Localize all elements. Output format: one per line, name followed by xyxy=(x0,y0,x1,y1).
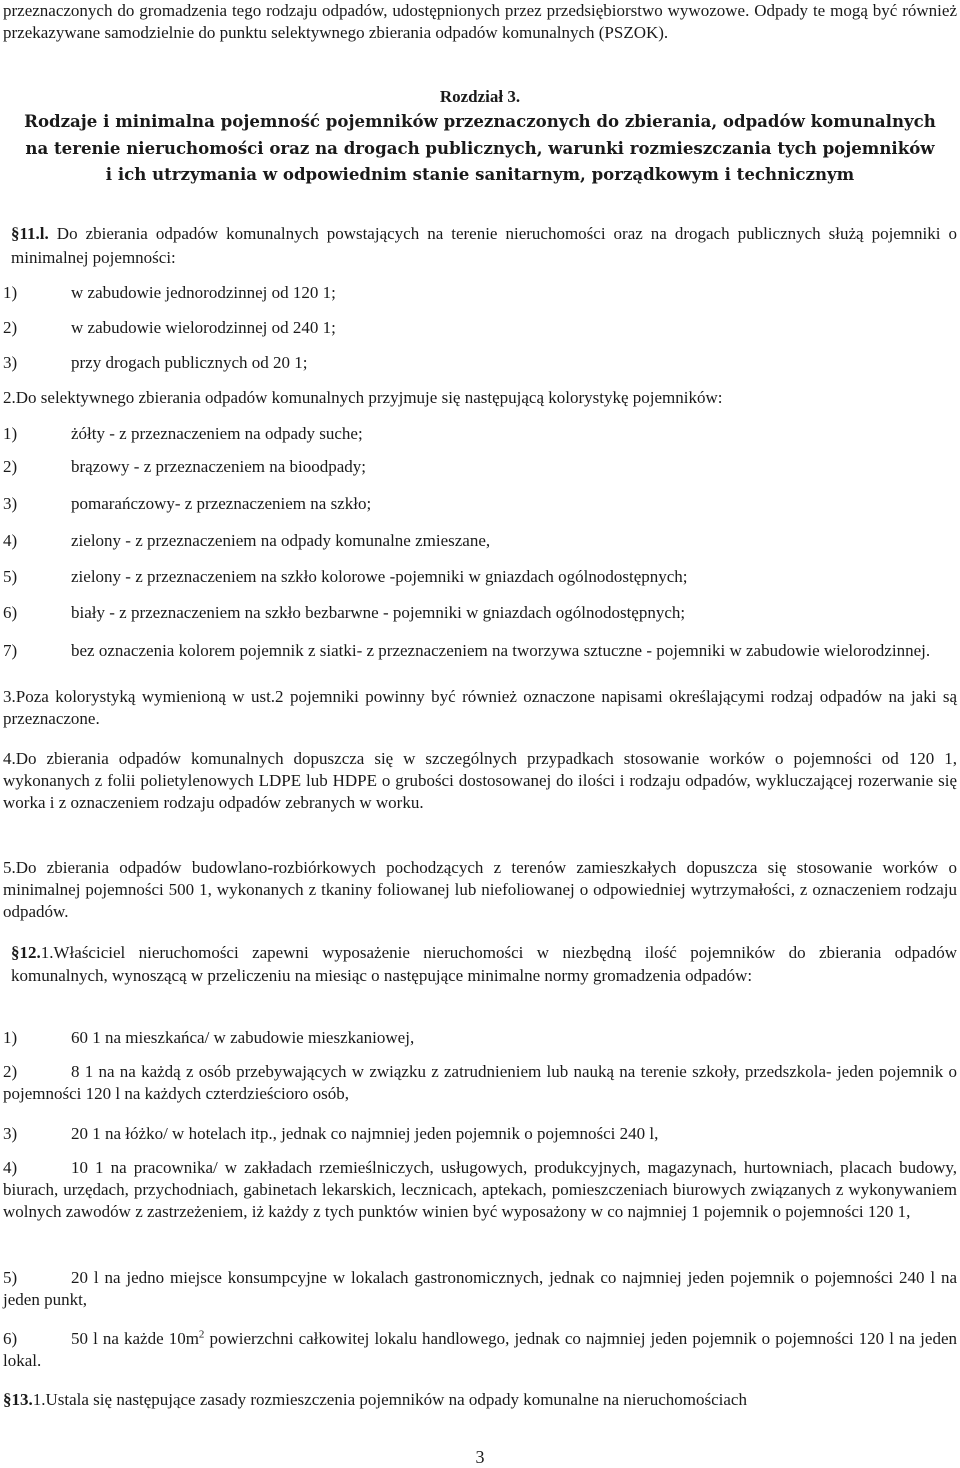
list-item: 5) 20 l na jedno miejsce konsumpcyjne w lokalach gastronomicznych, jednak co najmniej jeden pojemnik o pojemności 240 l na jeden punkt, xyxy=(3,1268,957,1309)
list-item: 2) w zabudowie wielorodzinnej od 240 1; xyxy=(3,318,336,337)
section-text: 1.Właściciel nieruchomości zapewni wyposażenie nieruchomości w niezbędną ilość pojemników do zbierania odpadów komunalnych, wynoszącą w przeliczeniu na miesiąc o następujące minimalne normy gromadzenia odpadów: xyxy=(11,943,957,985)
list-item: 5) zielony - z przeznaczeniem na szkło kolorowe -pojemniki w gniazdach ogólnodostępnych; xyxy=(3,567,688,586)
intro-line: przeznaczonych do gromadzenia tego rodzaju odpadów, udostępnionych przez przedsiębiorstwo wywozowe. xyxy=(3,1,750,20)
section-12-intro xyxy=(11,941,957,987)
list-item: 3) 20 1 na łóżko/ w hotelach itp., jednak co najmniej jeden pojemnik o pojemności 240 l, xyxy=(3,1124,659,1143)
chapter-subtitle-line: na terenie nieruchomości oraz na drogach publicznych, warunki rozmieszczania tych pojemników xyxy=(25,137,935,158)
paragraph: 4.Do zbierania odpadów komunalnych dopuszcza się w szczególnych przypadkach stosowanie worków o pojemności od 120 1, wykonanych z folii polietylenowych LDPE lub HDPE o grubości dostosowanej do ilości i rodzaju odpadów, wykluczającej rozerwanie się worka i z oznaczeniem rodzaju odpadów zebranych w worku. xyxy=(3,749,957,812)
list-item: 2) brązowy - z przeznaczeniem na bioodpady; xyxy=(3,457,366,476)
list-item: 4) zielony - z przeznaczeniem na odpady komunalne zmieszane, xyxy=(3,531,491,550)
chapter-subtitle-line: i ich utrzymania w odpowiednim stanie sanitarnym, porządkowym i technicznym xyxy=(105,164,855,184)
section-text: Do zbierania odpadów komunalnych powstających na terenie nieruchomości oraz na drogach publicznych służą pojemniki o minimalnej pojemności: xyxy=(11,224,957,267)
section-13-intro xyxy=(3,1389,957,1411)
list-item: 6) biały - z przeznaczeniem na szkło bezbarwne - pojemniki w gniazdach ogólnodostępnych; xyxy=(3,603,686,622)
list-item: 2) 8 1 na na każdą z osób przebywających w związku z zatrudnieniem lub nauką na terenie szkoły, przedszkola- jeden pojemnik o pojemności 120 l na każdych czterdzieścioro osób, xyxy=(3,1062,957,1103)
list-item: 4) 10 1 na pracownika/ w zakładach rzemieślniczych, usługowych, produkcyjnych, magazynach, hurtowniach, placach budowy, biurach, urzędach, przychodniach, gabinetach lekarskich, lecznicach, aptekach, pomieszczeniach biurowych związanych z wykonywaniem wolnych zawodów z zastrzeżeniem, iż każdy z tych punktów winien być wyposażony w co najmniej 1 pojemnik o pojemności 120 1, xyxy=(3,1158,957,1221)
section-marker: §11.l. xyxy=(11,224,49,243)
section-marker: §12. xyxy=(11,943,41,962)
intro-paragraph xyxy=(3,0,957,44)
paragraph: 2.Do selektywnego zbierania odpadów komunalnych przyjmuje się następującą kolorystykę pojemników: xyxy=(3,388,723,407)
intro-line: komunalnych (PSZOK). xyxy=(501,23,669,42)
section-text: 1.Ustala się następujące zasady rozmieszczenia pojemników na odpady komunalne na nieruchomościach xyxy=(32,1390,747,1409)
list-item: 3) pomarańczowy- z przeznaczeniem na szkło; xyxy=(3,494,372,513)
list-item: 1) 60 1 na mieszkańca/ w zabudowie mieszkaniowej, xyxy=(3,1028,415,1047)
list-item: 1) żółty - z przeznaczeniem na odpady suche; xyxy=(3,424,363,443)
list-item: 1) w zabudowie jednorodzinnej od 120 1; xyxy=(3,283,336,302)
page-number: 3 xyxy=(475,1447,485,1467)
list-item: 7) bez oznaczenia kolorem pojemnik z siatki- z przeznaczeniem na tworzywa sztuczne - pojemniki w zabudowie wielorodzinnej. xyxy=(3,641,931,660)
list-item: 6) 50 l na każde $10m^2$ powierzchni całkowitej lokalu handlowego, jednak co najmniej jeden pojemnik o pojemności 120 l na jeden lokal. xyxy=(3,1328,957,1370)
chapter-subtitle xyxy=(20,108,940,188)
paragraph: 3.Poza kolorystyką wymienioną w ust.2 pojemniki powinny być również oznaczone napisami określającymi rodzaj odpadów na jaki są przeznaczone. xyxy=(3,687,957,728)
section-11-intro xyxy=(11,222,957,270)
chapter-subtitle-line: Rodzaje i minimalna pojemność pojemników przeznaczonych do zbierania, odpadów komunalnych xyxy=(24,111,936,131)
intro-line: Odpady te mogą być również przekazywane samodzielnie do punktu selektywnego zbierania odpadów xyxy=(3,1,957,42)
list-item: 3) przy drogach publicznych od 20 1; xyxy=(3,353,308,372)
paragraph: 5.Do zbierania odpadów budowlano-rozbiórkowych pochodzących z terenów zamieszkałych dopuszcza się stosowanie worków o minimalnej pojemności 500 1, wykonanych z tkaniny foliowanej lub niefoliowanej o odpowiedniej wytrzymałości, z oznaczeniem rodzaju odpadów. xyxy=(3,858,957,921)
chapter-title: Rozdział 3. xyxy=(439,87,521,106)
section-marker: §13. xyxy=(3,1390,33,1409)
